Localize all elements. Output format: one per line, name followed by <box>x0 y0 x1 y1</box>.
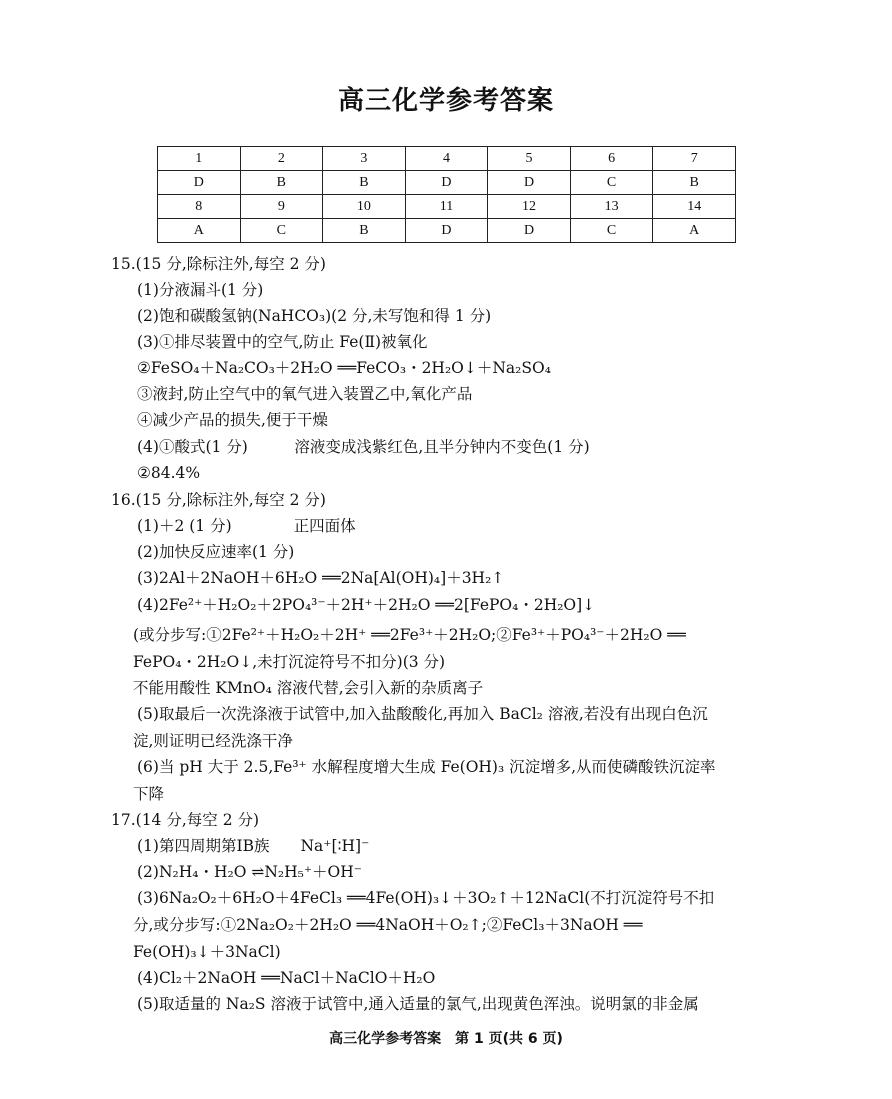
answer-line: (3)6Na₂O₂＋6H₂O＋4FeCl₃ ══4Fe(OH)₃↓＋3O₂↑＋12NaCl(不打沉淀符号不扣 <box>137 889 715 907</box>
table-cell: C <box>240 219 323 243</box>
table-cell: D <box>488 219 571 243</box>
table-cell: D <box>158 171 241 195</box>
table-cell: C <box>570 219 653 243</box>
table-cell: D <box>488 171 571 195</box>
answer-line: Fe(OH)₃↓＋3NaCl) <box>133 943 281 961</box>
answer-line: (1)＋2 (1 分) 正四面体 <box>137 517 356 535</box>
answer-line: 分,或分步写:①2Na₂O₂＋2H₂O ══4NaOH＋O₂↑;②FeCl₃＋3NaOH ══ <box>133 916 643 934</box>
question-16-heading: 16.(15 分,除标注外,每空 2 分) <box>111 491 326 509</box>
answer-line: (或分步写:①2Fe²⁺＋H₂O₂＋2H⁺ ══2Fe³⁺＋2H₂O;②Fe³⁺＋PO₄³⁻＋2H₂O ══ <box>133 626 686 644</box>
answer-line: (1)第四周期第ⅠB族 Na⁺[∶H]⁻ <box>137 837 370 855</box>
table-cell: A <box>653 219 736 243</box>
table-row <box>158 195 736 219</box>
answer-line: FePO₄・2H₂O↓,未打沉淀符号不扣分)(3 分) <box>133 653 446 671</box>
answer-line: (3)①排尽装置中的空气,防止 Fe(Ⅱ)被氧化 <box>137 333 428 351</box>
table-cell: D <box>405 171 488 195</box>
answer-table <box>157 146 736 243</box>
table-cell: 2 <box>240 147 323 171</box>
answer-line: 下降 <box>133 785 165 803</box>
table-cell: 8 <box>158 195 241 219</box>
answer-line: (4)Cl₂＋2NaOH ══NaCl＋NaClO＋H₂O <box>137 969 436 987</box>
table-cell: B <box>240 171 323 195</box>
answer-line: ③液封,防止空气中的氧气进入装置乙中,氧化产品 <box>137 385 473 403</box>
table-cell: B <box>323 171 406 195</box>
table-cell: A <box>158 219 241 243</box>
table-row <box>158 147 736 171</box>
table-cell: 3 <box>323 147 406 171</box>
answer-line: (5)取适量的 Na₂S 溶液于试管中,通入适量的氯气,出现黄色浑浊。说明氯的非金属 <box>137 995 699 1013</box>
table-cell: 13 <box>570 195 653 219</box>
table-cell: 1 <box>158 147 241 171</box>
answer-line: (6)当 pH 大于 2.5,Fe³⁺ 水解程度增大生成 Fe(OH)₃ 沉淀增多,从而使磷酸铁沉淀率 <box>137 758 716 776</box>
answer-line: ②84.4% <box>137 464 201 482</box>
page-footer: 高三化学参考答案 第 1 页(共 6 页) <box>329 1031 563 1047</box>
table-cell: 7 <box>653 147 736 171</box>
table-cell: B <box>323 219 406 243</box>
table-cell: 10 <box>323 195 406 219</box>
answer-line: (2)加快反应速率(1 分) <box>137 543 295 561</box>
table-cell: C <box>570 171 653 195</box>
answer-line: (4)①酸式(1 分) 溶液变成浅紫红色,且半分钟内不变色(1 分) <box>137 438 590 456</box>
answer-line: (5)取最后一次洗涤液于试管中,加入盐酸酸化,再加入 BaCl₂ 溶液,若没有出现白色沉 <box>137 705 708 723</box>
answer-line: (4)2Fe²⁺＋H₂O₂＋2PO₄³⁻＋2H⁺＋2H₂O ══2[FePO₄・2H₂O]↓ <box>137 596 596 614</box>
answer-line: ④减少产品的损失,便于干燥 <box>137 411 328 429</box>
answer-line: (2)饱和碳酸氢钠(NaHCO₃)(2 分,未写饱和得 1 分) <box>137 307 492 325</box>
answer-line: (2)N₂H₄・H₂O ⇌N₂H₅⁺＋OH⁻ <box>137 863 362 881</box>
table-cell: D <box>405 219 488 243</box>
table-cell: 14 <box>653 195 736 219</box>
table-cell: 11 <box>405 195 488 219</box>
table-cell: 6 <box>570 147 653 171</box>
table-cell: 9 <box>240 195 323 219</box>
table-cell: 4 <box>405 147 488 171</box>
table-cell: B <box>653 171 736 195</box>
question-17-heading: 17.(14 分,每空 2 分) <box>111 811 260 829</box>
answer-line: (3)2Al＋2NaOH＋6H₂O ══2Na[Al(OH)₄]＋3H₂↑ <box>137 569 505 587</box>
table-cell: 12 <box>488 195 571 219</box>
table-row <box>158 219 736 243</box>
answer-line: (1)分液漏斗(1 分) <box>137 281 264 299</box>
table-cell: 5 <box>488 147 571 171</box>
page-title: 高三化学参考答案 <box>337 86 554 116</box>
answer-line: 不能用酸性 KMnO₄ 溶液代替,会引入新的杂质离子 <box>133 679 484 697</box>
question-15-heading: 15.(15 分,除标注外,每空 2 分) <box>111 255 326 273</box>
answer-line: ②FeSO₄＋Na₂CO₃＋2H₂O ══FeCO₃・2H₂O↓＋Na₂SO₄ <box>137 359 551 377</box>
answer-line: 淀,则证明已经洗涤干净 <box>133 732 293 750</box>
table-row <box>158 171 736 195</box>
